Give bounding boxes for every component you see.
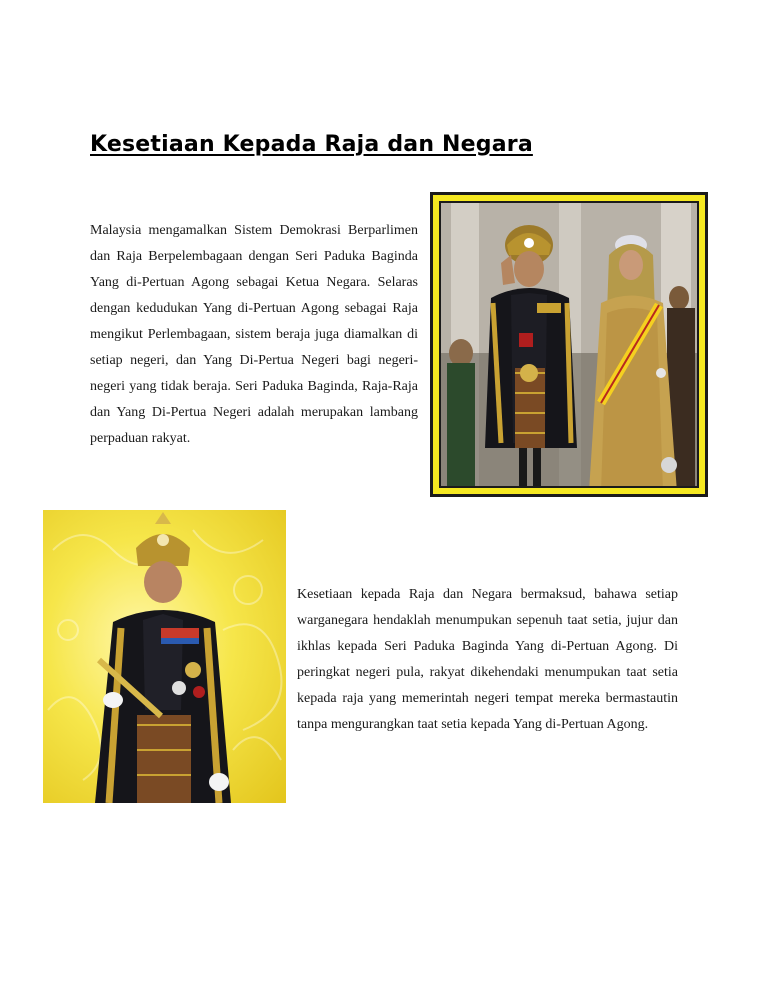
paragraph-intro: Malaysia mengamalkan Sistem Demokrasi Berparlimen dan Raja Berpelembagaan dengan Seri Paduka Baginda Yang di-Pertuan Agong sebagai Ketua Negara. Selaras dengan kedudukan Yang di-Pertuan Agong sebagai Raja mengikut Perlembagaan, sistem beraja juga diamalkan di setiap negeri, dan Yang Di-Pertua Negeri bagi negeri-negeri yang tidak beraja. Seri Paduka Baginda, Raja-Raja dan Yang Di-Pertua Negeri adalah merupakan lambang perpaduan rakyat.	[90, 223, 418, 446]
royal-couple-illustration	[441, 203, 699, 488]
page-title: Kesetiaan Kepada Raja dan Negara	[90, 132, 533, 157]
sultan-portrait-illustration	[43, 510, 286, 803]
royal-couple-photo-frame	[430, 192, 708, 497]
royal-couple-photo	[439, 201, 699, 488]
paragraph-loyalty: Kesetiaan kepada Raja dan Negara bermaksud, bahawa setiap warganegara hendaklah menumpukan sepenuh taat setia, jujur dan ikhlas kepada Seri Paduka Baginda Yang di-Pertuan Agong. Di peringkat negeri pula, rakyat dikehendaki menumpukan taat setia kepada raja yang memerintah negeri tempat mereka bermastautin tanpa mengurangkan taat setia kepada Yang di-Pertuan Agong.	[297, 587, 678, 732]
sultan-portrait-photo	[43, 510, 286, 803]
